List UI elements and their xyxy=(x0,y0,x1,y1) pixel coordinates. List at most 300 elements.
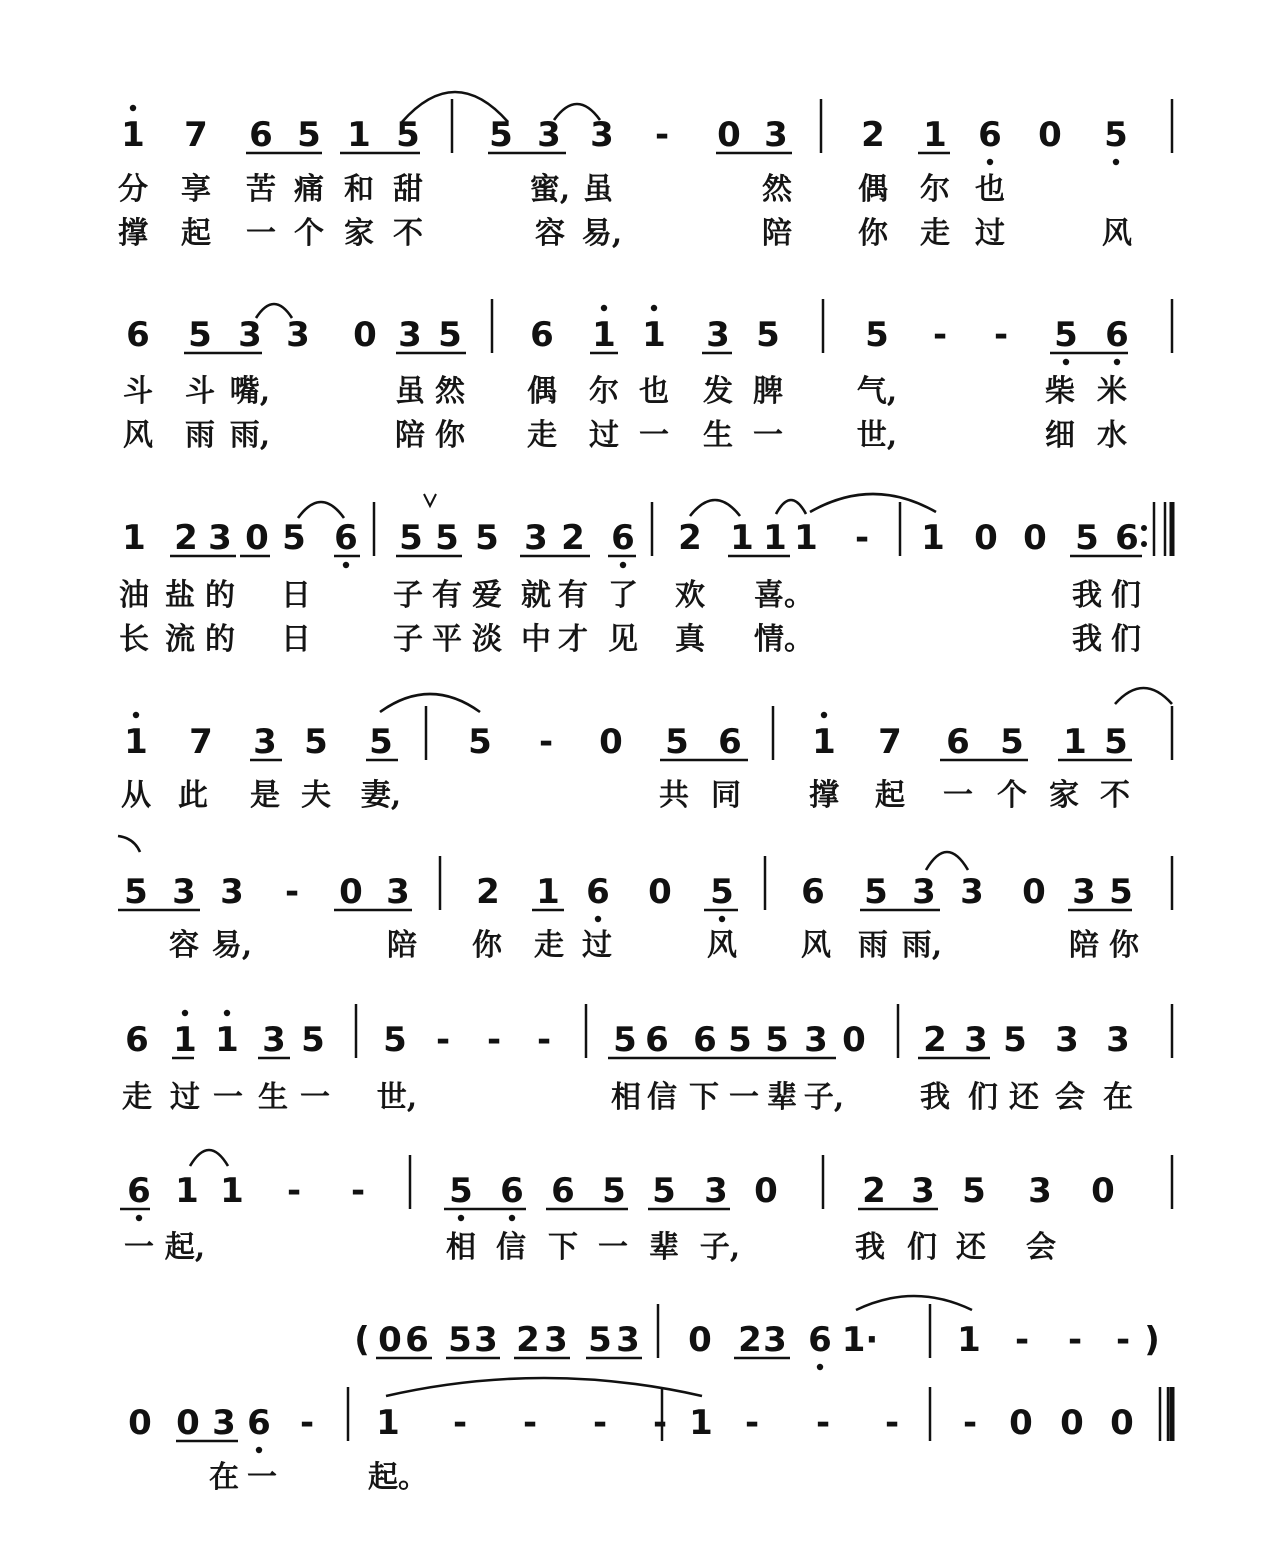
lyric-syllable: 蜜, xyxy=(529,172,571,207)
lyric-syllable: 柴 xyxy=(1045,374,1075,409)
lyric-syllable: 淡 xyxy=(472,622,502,657)
numbered-note: 5 xyxy=(438,315,462,355)
lyric-syllable: 家 xyxy=(344,216,374,251)
lyric-syllable: 一 xyxy=(213,1080,243,1115)
lyric-syllable: 嘴, xyxy=(229,374,271,409)
numbered-note: 5 xyxy=(383,1020,407,1060)
numbered-note: 0 xyxy=(599,722,623,762)
slur-arc xyxy=(380,694,480,712)
numbered-note: 3 xyxy=(911,1171,935,1211)
dash-extension: - xyxy=(286,1171,302,1211)
lyric-syllable: 我 xyxy=(855,1230,885,1265)
lyric-syllable: 陪 xyxy=(1069,928,1099,963)
numbered-note: 3 xyxy=(253,722,277,762)
numbered-note: 3 xyxy=(590,115,614,155)
dash-extension: - xyxy=(854,518,870,558)
lyric-syllable: 下 xyxy=(689,1080,719,1115)
slur-arc xyxy=(190,1150,228,1166)
lyric-syllable: 偶 xyxy=(858,172,888,207)
lyric-syllable: 分 xyxy=(118,172,148,207)
lyric-syllable: 见 xyxy=(608,622,638,657)
numbered-note: 5 xyxy=(864,872,888,912)
numbered-note: 5 xyxy=(468,722,492,762)
numbered-note: 1· xyxy=(841,1320,879,1360)
numbered-note: 0 xyxy=(245,518,269,558)
numbered-note: 2 xyxy=(561,518,585,558)
dash-extension: - xyxy=(350,1171,366,1211)
numbered-note: 5 xyxy=(301,1020,325,1060)
numbered-note: 1 xyxy=(763,518,787,558)
lyric-syllable: 细 xyxy=(1045,418,1075,453)
numbered-note: 5 xyxy=(652,1171,676,1211)
dash-extension: - xyxy=(1067,1320,1083,1360)
octave-dot-below xyxy=(509,1215,515,1221)
lyric-syllable: 斗 xyxy=(185,374,215,409)
octave-dot-below xyxy=(987,159,993,165)
lyric-syllable: 平 xyxy=(432,622,462,657)
lyric-syllable: 你 xyxy=(858,216,888,251)
octave-dot-below xyxy=(1113,159,1119,165)
dash-extension: - xyxy=(1014,1320,1030,1360)
lyric-syllable: 风 xyxy=(1102,216,1132,251)
numbered-note: 6 xyxy=(1105,315,1129,355)
parenthesis: ( xyxy=(354,1320,370,1360)
lyric-syllable: 发 xyxy=(703,374,733,409)
numbered-note: 5 xyxy=(602,1171,626,1211)
numbered-note: 2 xyxy=(861,115,885,155)
numbered-note: 5 xyxy=(449,1171,473,1211)
lyric-syllable: 一 xyxy=(943,778,973,813)
numbered-note: 3 xyxy=(763,1320,787,1360)
numbered-note: 1 xyxy=(921,518,945,558)
numbered-note: 5 xyxy=(588,1320,612,1360)
numbered-note: 0 xyxy=(1091,1171,1115,1211)
octave-dot-below xyxy=(458,1215,464,1221)
numbered-note: 3 xyxy=(804,1020,828,1060)
lyric-syllable: 日 xyxy=(281,622,311,657)
numbered-note: 1 xyxy=(1063,722,1087,762)
numbered-note: 0 xyxy=(176,1403,200,1443)
lyric-syllable: 苦 xyxy=(246,172,276,207)
dash-extension: - xyxy=(592,1403,608,1443)
lyric-syllable: 妻, xyxy=(360,778,402,813)
numbered-note: 3 xyxy=(1072,872,1096,912)
lyric-syllable: 们 xyxy=(968,1080,998,1115)
numbered-note: 5 xyxy=(297,115,321,155)
numbered-note: 1 xyxy=(794,518,818,558)
slur-arc xyxy=(386,1378,702,1396)
lyric-syllable: 雨 xyxy=(858,928,888,963)
numbered-note: 1 xyxy=(592,315,616,355)
numbered-note: 6 xyxy=(978,115,1002,155)
lyric-syllable: 从 xyxy=(121,778,151,813)
numbered-note: 5 xyxy=(613,1020,637,1060)
slur-arc xyxy=(776,500,806,514)
lyric-syllable: 也 xyxy=(639,374,669,409)
lyric-syllable: 虽 xyxy=(395,374,425,409)
numbered-note: 3 xyxy=(616,1320,640,1360)
lyric-syllable: 甜 xyxy=(393,172,423,207)
numbered-note: 5 xyxy=(304,722,328,762)
dash-extension: - xyxy=(486,1020,502,1060)
numbered-note: 3 xyxy=(537,115,561,155)
lyric-syllable: 我 xyxy=(1072,622,1102,657)
numbered-note: 3 xyxy=(212,1403,236,1443)
numbered-note: 0 xyxy=(353,315,377,355)
lyric-syllable: 们 xyxy=(1111,578,1141,613)
numbered-note: 6 xyxy=(808,1320,832,1360)
numbered-note: 3 xyxy=(286,315,310,355)
parenthesis: ) xyxy=(1144,1320,1160,1360)
lyric-syllable: 撑 xyxy=(118,216,148,251)
numbered-note: 1 xyxy=(124,722,148,762)
numbered-note: 1 xyxy=(957,1320,981,1360)
numbered-note: 5 xyxy=(448,1320,472,1360)
numbered-note: 2 xyxy=(174,518,198,558)
slur-arc xyxy=(1115,688,1172,704)
lyric-syllable: 容 xyxy=(535,216,565,251)
numbered-note: 5 xyxy=(188,315,212,355)
numbered-note: 6 xyxy=(126,315,150,355)
numbered-note: 5 xyxy=(765,1020,789,1060)
lyric-syllable: 家 xyxy=(1049,778,1079,813)
numbered-note: 1 xyxy=(376,1403,400,1443)
numbered-note: 3 xyxy=(1055,1020,1079,1060)
numbered-note: 3 xyxy=(398,315,422,355)
lyric-syllable: 一 xyxy=(246,216,276,251)
lyric-syllable: 个 xyxy=(294,216,324,251)
slur-arc xyxy=(926,852,968,870)
numbered-note: 3 xyxy=(964,1020,988,1060)
lyric-syllable: 陪 xyxy=(387,928,417,963)
numbered-note: 6 xyxy=(718,722,742,762)
lyric-syllable: 一 xyxy=(247,1460,277,1495)
dash-extension: - xyxy=(452,1403,468,1443)
numbered-note: 1 xyxy=(812,722,836,762)
lyric-syllable: 相 xyxy=(446,1230,476,1265)
lyric-syllable: 不 xyxy=(1100,778,1130,813)
lyric-syllable: 下 xyxy=(548,1230,578,1265)
lyric-syllable: 相 xyxy=(611,1080,641,1115)
lyric-syllable: 油 xyxy=(119,578,149,613)
lyric-syllable: 辈 xyxy=(767,1080,797,1115)
dash-extension: - xyxy=(538,722,554,762)
numbered-note: 0 xyxy=(1110,1403,1134,1443)
numbered-note: 2 xyxy=(862,1171,886,1211)
dash-extension: - xyxy=(815,1403,831,1443)
numbered-note: 5 xyxy=(1054,315,1078,355)
numbered-note: 5 xyxy=(1104,722,1128,762)
dash-extension: - xyxy=(536,1020,552,1060)
slur-arc xyxy=(298,502,344,518)
lyric-syllable: 你 xyxy=(435,418,465,453)
lyric-syllable: 世, xyxy=(376,1080,418,1115)
lyric-syllable: 过 xyxy=(975,216,1005,251)
numbered-note: 3 xyxy=(912,872,936,912)
numbered-note: 6 xyxy=(500,1171,524,1211)
numbered-note: 5 xyxy=(435,518,459,558)
numbered-note: 1 xyxy=(536,872,560,912)
lyric-syllable: 走 xyxy=(122,1080,152,1115)
lyric-syllable: 盐 xyxy=(165,578,195,613)
lyric-syllable: 起, xyxy=(164,1230,206,1265)
lyric-syllable: 们 xyxy=(907,1230,937,1265)
slur-arc xyxy=(690,500,740,516)
dash-extension: - xyxy=(299,1403,315,1443)
numbered-note: 5 xyxy=(124,872,148,912)
numbered-note: 0 xyxy=(754,1171,778,1211)
lyric-syllable: 风 xyxy=(707,928,737,963)
numbered-note: 1 xyxy=(923,115,947,155)
dash-extension: - xyxy=(654,115,670,155)
lyric-syllable: 虽 xyxy=(583,172,613,207)
octave-dot-below xyxy=(136,1215,142,1221)
lyric-syllable: 然 xyxy=(435,374,465,409)
lyric-syllable: 真 xyxy=(675,622,705,657)
octave-dot-above xyxy=(651,305,657,311)
lyric-syllable: 起。 xyxy=(368,1460,428,1495)
numbered-note: 0 xyxy=(1060,1403,1084,1443)
lyric-syllable: 有 xyxy=(558,578,588,613)
numbered-note: 2 xyxy=(678,518,702,558)
numbered-note: 0 xyxy=(842,1020,866,1060)
lyric-syllable: 走 xyxy=(920,216,950,251)
lyric-syllable: 长 xyxy=(119,622,149,657)
octave-dot-below xyxy=(1063,359,1069,365)
numbered-note: 3 xyxy=(474,1320,498,1360)
lyric-syllable: 尔 xyxy=(920,172,950,207)
lyric-syllable: 斗 xyxy=(123,374,153,409)
numbered-note: 2 xyxy=(923,1020,947,1060)
lyric-syllable: 流 xyxy=(165,622,195,657)
lyric-syllable: 爱 xyxy=(472,578,502,613)
lyric-syllable: 雨, xyxy=(901,928,943,963)
lyric-syllable: 了 xyxy=(608,578,638,613)
numbered-note: 3 xyxy=(262,1020,286,1060)
numbered-note: 6 xyxy=(693,1020,717,1060)
lyric-syllable: 起 xyxy=(875,778,905,813)
breath-mark xyxy=(424,494,436,506)
lyric-syllable: 雨, xyxy=(229,418,271,453)
numbered-note: 6 xyxy=(405,1320,429,1360)
lyric-syllable: 会 xyxy=(1026,1230,1056,1265)
octave-dot-above xyxy=(601,305,607,311)
lyric-syllable: 易, xyxy=(211,928,253,963)
numbered-note: 6 xyxy=(125,1020,149,1060)
numbered-note: 1 xyxy=(642,315,666,355)
lyric-syllable: 辈 xyxy=(649,1230,679,1265)
numbered-note: 0 xyxy=(974,518,998,558)
numbered-note: 5 xyxy=(1104,115,1128,155)
lyric-syllable: 还 xyxy=(1009,1080,1039,1115)
lyric-syllable: 风 xyxy=(801,928,831,963)
numbered-note: 0 xyxy=(1022,872,1046,912)
dash-extension: - xyxy=(435,1020,451,1060)
numbered-note: 3 xyxy=(172,872,196,912)
lyric-syllable: 在 xyxy=(1103,1080,1133,1115)
numbered-note: 6 xyxy=(586,872,610,912)
numbered-note: 5 xyxy=(369,722,393,762)
lyric-syllable: 一 xyxy=(598,1230,628,1265)
numbered-note: 6 xyxy=(247,1403,271,1443)
numbered-note: 6 xyxy=(551,1171,575,1211)
lyric-syllable: 世, xyxy=(856,418,898,453)
octave-dot-below xyxy=(343,562,349,568)
numbered-note: 0 xyxy=(378,1320,402,1360)
numbered-note: 1 xyxy=(122,518,146,558)
numbered-note: 0 xyxy=(1009,1403,1033,1443)
numbered-note: 3 xyxy=(1028,1171,1052,1211)
lyric-syllable: 们 xyxy=(1111,622,1141,657)
dash-extension: - xyxy=(932,315,948,355)
numbered-note: 5 xyxy=(399,518,423,558)
numbered-note: 6 xyxy=(1115,518,1139,558)
lyric-syllable: 日 xyxy=(281,578,311,613)
lyric-syllable: 情。 xyxy=(754,622,814,657)
lyric-syllable: 生 xyxy=(703,418,733,453)
numbered-note: 5 xyxy=(489,115,513,155)
octave-dot-above xyxy=(130,105,136,111)
numbered-note: 3 xyxy=(386,872,410,912)
numbered-note: 3 xyxy=(208,518,232,558)
numbered-note: 5 xyxy=(1075,518,1099,558)
dash-extension: - xyxy=(1115,1320,1131,1360)
numbered-note: 5 xyxy=(475,518,499,558)
octave-dot-below xyxy=(620,562,626,568)
lyric-syllable: 起 xyxy=(181,216,211,251)
lyric-syllable: 偶 xyxy=(527,374,557,409)
lyric-syllable: 是 xyxy=(250,778,280,813)
numbered-note: 1 xyxy=(175,1171,199,1211)
octave-dot-above xyxy=(224,1010,230,1016)
numbered-note: 3 xyxy=(1106,1020,1130,1060)
numbered-note: 1 xyxy=(121,115,145,155)
lyric-syllable: 此 xyxy=(178,778,208,813)
numbered-note: 5 xyxy=(962,1171,986,1211)
lyric-syllable: 在 xyxy=(209,1460,239,1495)
slur-arc xyxy=(810,494,936,512)
lyric-syllable: 个 xyxy=(997,778,1027,813)
numbered-note: 1 xyxy=(730,518,754,558)
lyric-syllable: 尔 xyxy=(589,374,619,409)
dash-extension: - xyxy=(522,1403,538,1443)
lyric-syllable: 过 xyxy=(582,928,612,963)
numbered-note: 6 xyxy=(645,1020,669,1060)
lyric-syllable: 就 xyxy=(521,578,551,613)
lyric-syllable: 喜。 xyxy=(754,578,814,613)
numbered-note: 2 xyxy=(738,1320,762,1360)
numbered-note: 2 xyxy=(476,872,500,912)
lyric-syllable: 走 xyxy=(534,928,564,963)
lyric-syllable: 我 xyxy=(920,1080,950,1115)
numbered-note: 6 xyxy=(249,115,273,155)
slur-arc xyxy=(856,1296,972,1310)
lyric-syllable: 同 xyxy=(711,778,741,813)
lyric-syllable: 中 xyxy=(521,622,551,657)
lyric-syllable: 会 xyxy=(1055,1080,1085,1115)
lyric-syllable: 还 xyxy=(956,1230,986,1265)
numbered-note: 0 xyxy=(1023,518,1047,558)
octave-dot-below xyxy=(1114,359,1120,365)
lyric-syllable: 子, xyxy=(699,1230,741,1265)
lyric-syllable: 欢 xyxy=(675,578,705,613)
octave-dot-below xyxy=(817,1364,823,1370)
numbered-note: 5 xyxy=(756,315,780,355)
numbered-note: 0 xyxy=(339,872,363,912)
lyric-syllable: 一 xyxy=(124,1230,154,1265)
numbered-note: 5 xyxy=(282,518,306,558)
numbered-note: 2 xyxy=(516,1320,540,1360)
lyric-syllable: 信 xyxy=(647,1080,677,1115)
lyric-syllable: 你 xyxy=(472,928,502,963)
numbered-note: 0 xyxy=(688,1320,712,1360)
lyric-syllable: 子 xyxy=(393,622,423,657)
dash-extension: - xyxy=(744,1403,760,1443)
numbered-note: 7 xyxy=(184,115,208,155)
dash-extension: - xyxy=(993,315,1009,355)
numbered-note: 6 xyxy=(946,722,970,762)
lyric-syllable: 我 xyxy=(1072,578,1102,613)
slur-continuation xyxy=(118,836,140,852)
numbered-note: 5 xyxy=(728,1020,752,1060)
dash-extension: - xyxy=(884,1403,900,1443)
numbered-note: 1 xyxy=(220,1171,244,1211)
numbered-note: 3 xyxy=(524,518,548,558)
lyric-syllable: 撑 xyxy=(809,778,839,813)
lyric-syllable: 痛 xyxy=(294,172,324,207)
numbered-note: 0 xyxy=(648,872,672,912)
octave-dot-above xyxy=(182,1010,188,1016)
numbered-note: 5 xyxy=(665,722,689,762)
lyric-syllable: 和 xyxy=(344,172,374,207)
numbered-note: 1 xyxy=(689,1403,713,1443)
numbered-note: 5 xyxy=(1003,1020,1027,1060)
numbered-note: 5 xyxy=(1109,872,1133,912)
numbered-note: 3 xyxy=(238,315,262,355)
lyric-syllable: 不 xyxy=(393,216,423,251)
lyric-syllable: 信 xyxy=(496,1230,526,1265)
octave-dot-below xyxy=(719,916,725,922)
lyric-syllable: 的 xyxy=(205,578,235,613)
lyric-syllable: 有 xyxy=(432,578,462,613)
numbered-note: 1 xyxy=(215,1020,239,1060)
lyric-syllable: 陪 xyxy=(762,216,792,251)
numbered-note: 3 xyxy=(704,1171,728,1211)
lyric-syllable: 水 xyxy=(1097,418,1127,453)
numbered-note: 0 xyxy=(128,1403,152,1443)
numbered-note: 6 xyxy=(127,1171,151,1211)
lyric-syllable: 才 xyxy=(558,622,588,657)
lyric-syllable: 一 xyxy=(729,1080,759,1115)
numbered-note: 0 xyxy=(717,115,741,155)
numbered-note: 5 xyxy=(396,115,420,155)
numbered-note: 3 xyxy=(960,872,984,912)
dash-extension: - xyxy=(962,1403,978,1443)
numbered-note: 5 xyxy=(865,315,889,355)
numbered-note: 5 xyxy=(710,872,734,912)
numbered-note: 6 xyxy=(334,518,358,558)
dash-extension: - xyxy=(284,872,300,912)
numbered-note: 3 xyxy=(544,1320,568,1360)
lyric-syllable: 也 xyxy=(975,172,1005,207)
lyric-syllable: 脾 xyxy=(753,374,783,409)
lyric-syllable: 夫 xyxy=(301,778,331,813)
numbered-note: 3 xyxy=(220,872,244,912)
lyric-syllable: 一 xyxy=(639,418,669,453)
lyric-syllable: 容 xyxy=(169,928,199,963)
numbered-note: 7 xyxy=(189,722,213,762)
octave-dot-below xyxy=(595,916,601,922)
